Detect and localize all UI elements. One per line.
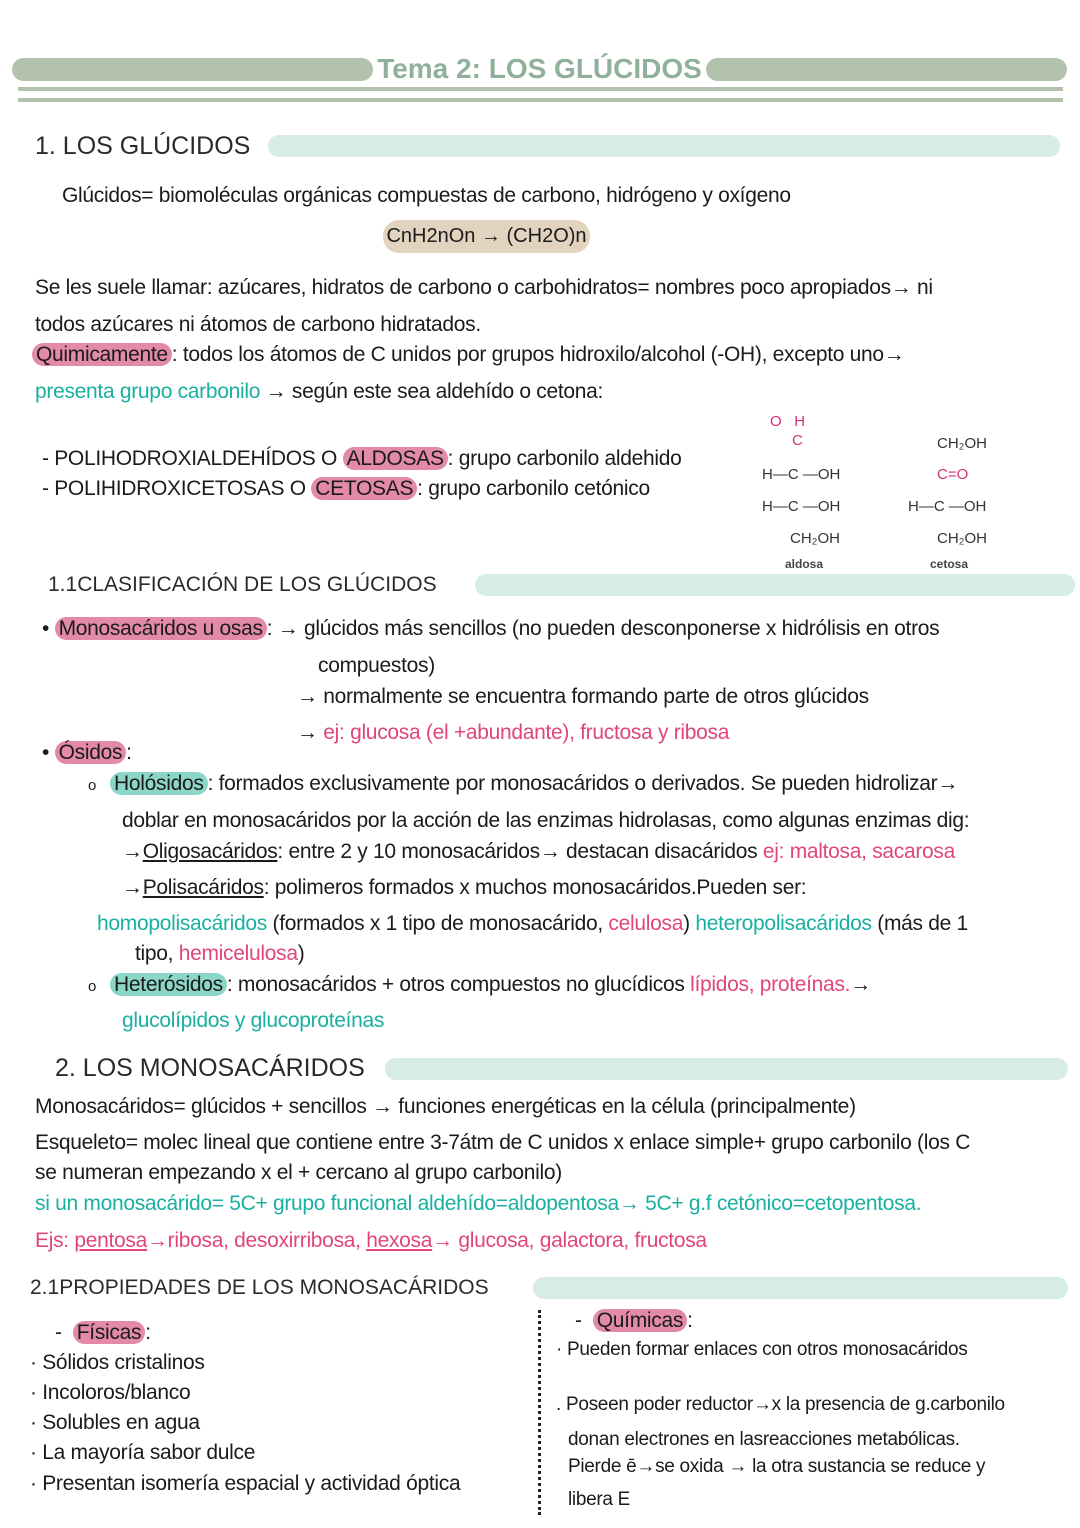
text: homopolisacáridos (97, 912, 267, 935)
text: → glucosa, galactora, fructosa (432, 1229, 707, 1252)
section-bar (268, 135, 1060, 157)
text: - POLIHIDROXICETOSAS O (42, 477, 312, 500)
highlight: Físicas (73, 1321, 145, 1344)
text-line: → normalmente se encuentra formando parte de otros glúcidos (297, 685, 869, 708)
text: : todos los átomos de C unidos por grupos hidroxilo/alcohol (-OH), excepto uno→ (171, 343, 905, 366)
text: ej: maltosa, sacarosa (762, 840, 956, 863)
highlight: CETOSAS (311, 477, 417, 500)
text: pentosa (74, 1229, 147, 1252)
text: hexosa (366, 1229, 433, 1252)
diagram-label: cetosa (930, 557, 969, 571)
text-line: doblar en monosacáridos por la acción de las enzimas hidrolasas, como algunas enzimas dig: (122, 809, 970, 832)
cetosas-line (42, 474, 650, 504)
list-item: · Incoloros/blanco (30, 1381, 191, 1404)
text-line (122, 837, 955, 867)
text: celulosa (608, 912, 684, 935)
text-line: Esqueleto= molec lineal que contiene entre 3-7átm de C unidos x enlace simple+ grupo carbonilo (los C (35, 1131, 971, 1154)
text-line (42, 614, 939, 644)
text-line: Pierde ē→se oxida → la otra sustancia se reduce y (568, 1456, 986, 1477)
text-line (297, 718, 729, 748)
text: : entre 2 y 10 monosacáridos→ destacan disacáridos (277, 840, 763, 863)
text-line (88, 970, 871, 1002)
bullet: o (88, 777, 97, 794)
text: → según este sea aldehído o cetona: (260, 380, 604, 403)
highlight: Quimicamente (32, 343, 172, 366)
text: : (126, 741, 132, 764)
text: →ribosa, desoxirribosa, (146, 1229, 367, 1252)
text: : grupo carbonilo cetónico (417, 477, 650, 500)
highlight: Monosacáridos u osas (55, 617, 267, 640)
text-line: Se les suele llamar: azúcares, hidratos de carbono o carbohidratos= nombres poco apropiados→ ni (35, 276, 933, 299)
list-item: · La mayoría sabor dulce (30, 1441, 256, 1464)
bullet: • (42, 617, 55, 640)
aldosas-line (42, 444, 682, 474)
column-divider (538, 1310, 541, 1515)
diagram-label: aldosa (785, 557, 824, 571)
text: (formados x 1 tipo de monosacárido, (267, 912, 609, 935)
text-line (35, 377, 603, 407)
text: Polisacáridos (142, 876, 264, 899)
formula: CnH2nOn → (CH2O)n (383, 220, 590, 253)
header-rule (18, 98, 1063, 102)
text: : monosacáridos + otros compuestos no glucídicos (226, 973, 691, 996)
section-heading: 1. LOS GLÚCIDOS (35, 132, 251, 160)
highlight: ALDOSAS (343, 447, 448, 470)
page-header (12, 52, 1067, 86)
subsection-heading: 2.1PROPIEDADES DE LOS MONOSACÁRIDOS (30, 1276, 489, 1299)
text-line (88, 769, 958, 801)
header-rule (18, 87, 1063, 91)
list-item: · Solubles en agua (30, 1411, 200, 1434)
highlight: Químicas (593, 1309, 687, 1332)
bullet: o (88, 978, 97, 995)
text-line: donan electrones en lasreacciones metabólicas. (568, 1429, 960, 1450)
text-line (135, 939, 304, 969)
section-heading: 2. LOS MONOSACÁRIDOS (55, 1054, 365, 1082)
text-line: libera E (568, 1489, 631, 1510)
bullet: • (42, 741, 55, 764)
text: ) (297, 942, 305, 965)
section-bar (385, 1058, 1068, 1080)
list-item: · Sólidos cristalinos (30, 1351, 205, 1374)
notes-page: Tema 2: LOS GLÚCIDOS 1. LOS GLÚCIDOS Glúcidos= biomoléculas orgánicas compuestas de carbono, hidrógeno y oxígeno CnH2nOn → (CH2O)n Se les suele llamar: azúcares, hidratos de carbono o carbohidratos= nombres poco apropiados→ ni todos azúcares ni átomos de carbono hidratados. Quimicamente : todos los átomos de C unidos por grupos hidroxilo/alcohol (-OH), excepto uno→ presenta grupo carbonilo → según este sea aldehído o cetona: - POLIHODROXIALDEHÍDOS O ALDOSAS : grupo carbonilo aldehido - POLIHIDROXICETOSAS O CETOSAS : grupo carbonilo cetónico O H C H—C —OH H—C —OH CH₂OH aldosa CH₂OH C=O H—C —OH CH₂OH cetosa 1.1CLASIFICACIÓN DE LOS GLÚCIDOS • Monosacáridos u osas : → glúcidos más sencillos (no pueden desconponerse x hidrólisis en otros compuestos) → normalmente se encuentra formando parte de otros glúcidos → ej: glucosa (el +abundante), fructosa y ribosa • Ósidos : o Holósidos : formados exclusivamente por monosacáridos o derivados. Se pueden hidrolizar→ doblar en monosacáridos por la acción de las enzimas hidrolasas, como algunas enzimas dig: →Oligosacáridos: entre 2 y 10 monosacáridos→ destacan disacáridos ej: maltosa, sacarosa →Polisacáridos: polimeros formados x muchos monosacáridos.Pueden ser: homopolisacáridos (formados x 1 tipo de monosacárido, celulosa) heteropolisacáridos (más de 1 tipo, hemicelulosa) o Heterósidos : monosacáridos + otros compuestos no glucídicos lípidos, proteínas.→ glucolípidos y glucoproteínas 2. LOS MONOSACÁRIDOS Monosacáridos= glúcidos + sencillos → funciones energéticas en la célula (principalmente) Esqueleto= molec lineal que contiene entre 3-7átm de C unidos x enlace simple+ grupo carbonilo (los C se numeran empezando x el + cercano al grupo carbonilo) si un monosacárido= 5C+ grupo funcional aldehído=aldopentosa→ 5C+ g.f cetónico=cetopentosa. Ejs: pentosa→ribosa, desoxirribosa, hexosa→ glucosa, galactora, fructosa 2.1PROPIEDADES DE LOS MONOSACÁRIDOS - Físicas : · Sólidos cristalinos · Incoloros/blanco · Solubles en agua · La mayoría sabor dulce · Presentan isomería espacial y actividad óptica - Químicas : · Pueden formar enlaces con otros monosacáridos . Poseen poder reductor→x la presencia de g.carbonilo donan electrones en lasreacciones metabólicas. Pierde ē→se oxida → la otra sustancia se reduce y libera E (0, 0, 1080, 1528)
text-line: si un monosacárido= 5C+ grupo funcional aldehído=aldopentosa→ 5C+ g.f cetónico=cetopentosa. (35, 1192, 922, 1215)
text: lípidos, proteínas. (690, 973, 851, 996)
text: : → glúcidos más sencillos (no pueden desconponerse x hidrólisis en otros (266, 617, 940, 640)
subsection-heading: 1.1CLASIFICACIÓN DE LOS GLÚCIDOS (48, 573, 437, 596)
text-line: se numeran empezando x el + cercano al grupo carbonilo) (35, 1161, 562, 1184)
text-line (42, 738, 132, 768)
text-line: glucolípidos y glucoproteínas (122, 1009, 385, 1032)
text-line (32, 340, 905, 370)
text: ej: glucosa (el +abundante), fructosa y ribosa (323, 721, 730, 744)
section-bar (533, 1277, 1068, 1299)
text: → (122, 876, 143, 899)
text-line: todos azúcares ni átomos de carbono hidratados. (35, 313, 481, 336)
highlight: Heterósidos (110, 973, 227, 996)
fisicas-heading: - Físicas : (55, 1321, 151, 1344)
text: - POLIHODROXIALDEHÍDOS O (42, 447, 343, 470)
text-line (35, 1226, 707, 1256)
text: → (850, 973, 871, 996)
definition: Glúcidos= biomoléculas orgánicas compuestas de carbono, hidrógeno y oxígeno (62, 184, 791, 207)
highlight: Holósidos (110, 772, 208, 795)
text: ) (683, 912, 696, 935)
text: presenta grupo carbonilo (35, 380, 261, 403)
text: Ejs: (35, 1229, 75, 1252)
page-title: Tema 2: LOS GLÚCIDOS (377, 53, 702, 84)
text: : formados exclusivamente por monosacáridos o derivados. Se pueden hidrolizar→ (207, 772, 959, 795)
text: : polimeros formados x muchos monosacáridos.Pueden ser: (263, 876, 807, 899)
quimicas-heading: - Químicas : (575, 1309, 693, 1332)
header-bar-right (706, 58, 1067, 81)
text: Oligosacáridos (142, 840, 278, 863)
highlight: Ósidos (55, 741, 127, 764)
section-bar (475, 574, 1075, 596)
list-item: · Pueden formar enlaces con otros monosacáridos (556, 1339, 968, 1360)
header-bar-left (12, 58, 373, 81)
text: heteropolisacáridos (695, 912, 872, 935)
text: → (122, 840, 143, 863)
text-line (122, 873, 806, 903)
list-item: . Poseen poder reductor→x la presencia de g.carbonilo (556, 1394, 1005, 1415)
text: tipo, (135, 942, 179, 965)
text: → (297, 721, 324, 744)
text-line (97, 909, 968, 939)
list-item: · Presentan isomería espacial y actividad óptica (30, 1472, 461, 1495)
text: hemicelulosa (178, 942, 298, 965)
text: : grupo carbonilo aldehido (447, 447, 682, 470)
text-line: compuestos) (318, 654, 435, 677)
text: (más de 1 (871, 912, 968, 935)
text-line: Monosacáridos= glúcidos + sencillos → funciones energéticas en la célula (principalmente) (35, 1095, 856, 1118)
